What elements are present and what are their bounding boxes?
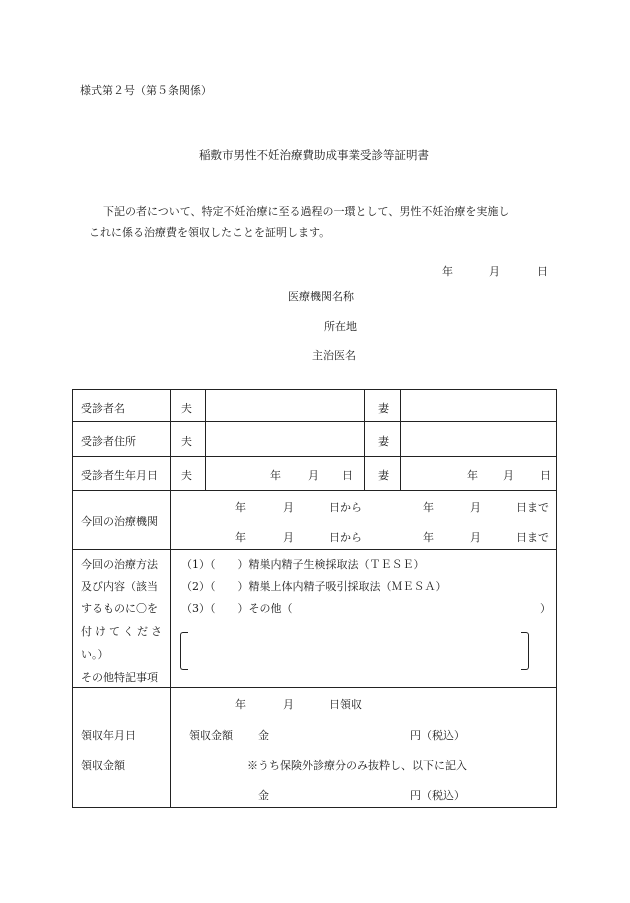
wife-label: 妻 — [378, 435, 389, 448]
uninsured-note: ※うち保険外診療分のみ抜粋し、以下に記入 — [247, 759, 467, 772]
receipt-day: 日領収 — [329, 698, 362, 711]
notes-bracket-right — [521, 632, 529, 670]
period2-start-month: 月 — [283, 531, 294, 544]
receipt-date-label: 領収年月日 — [81, 729, 136, 742]
patient-address-label: 受診者住所 — [81, 435, 136, 448]
method-label-line6: その他特記事項 — [81, 671, 158, 684]
period1-end-month: 月 — [470, 501, 481, 514]
form-number: 様式第２号（第５条関係） — [80, 84, 212, 97]
husband-dob-day: 日 — [342, 469, 353, 482]
method-label-line1: 今回の治療方法 — [81, 558, 158, 571]
date-month-label: 月 — [489, 265, 500, 278]
receipt-amount-inner-label: 領収金額 — [189, 729, 233, 742]
institution-address-label: 所在地 — [324, 320, 357, 333]
uninsured-yen-label: 円（税込） — [410, 789, 465, 802]
period2-start-day: 日から — [329, 531, 362, 544]
option-mesa: （2）（ ）精巣上体内精子吸引採取法（ＭＥＳＡ） — [181, 580, 447, 593]
husband-dob-year: 年 — [270, 469, 281, 482]
patient-dob-label: 受診者生年月日 — [81, 469, 158, 482]
option-other-close: ） — [540, 602, 551, 615]
patient-name-label: 受診者名 — [81, 402, 125, 415]
notes-bracket-left — [180, 632, 188, 670]
amount-yen-label: 円（税込） — [410, 729, 465, 742]
document-title: 稲敷市男性不妊治療費助成事業受診等証明書 — [199, 148, 429, 162]
amount-kin-label: 金 — [258, 729, 269, 742]
period2-end-day: 日まで — [516, 531, 549, 544]
method-label-line3: するものに〇を — [81, 602, 158, 615]
period1-start-month: 月 — [283, 501, 294, 514]
intro-line-2: これに係る治療費を領収したことを証明します。 — [89, 226, 331, 239]
wife-dob-year: 年 — [467, 469, 478, 482]
period2-end-year: 年 — [423, 531, 434, 544]
period2-start-year: 年 — [235, 531, 246, 544]
uninsured-kin-label: 金 — [258, 789, 269, 802]
doctor-name-label: 主治医名 — [312, 349, 356, 362]
period2-end-month: 月 — [470, 531, 481, 544]
date-day-label: 日 — [537, 265, 548, 278]
receipt-amount-label: 領収金額 — [81, 759, 125, 772]
receipt-month: 月 — [283, 698, 294, 711]
wife-label: 妻 — [378, 469, 389, 482]
institution-name-label: 医療機関名称 — [288, 290, 354, 303]
husband-label: 夫 — [181, 435, 192, 448]
option-other: （3）（ ）その他（ — [181, 602, 293, 615]
intro-line-1: 下記の者について、特定不妊治療に至る過程の一環として、男性不妊治療を実施し — [103, 205, 510, 218]
date-year-label: 年 — [442, 265, 453, 278]
period1-start-day: 日から — [329, 501, 362, 514]
husband-dob-month: 月 — [308, 469, 319, 482]
option-tese: （1）（ ）精巣内精子生検採取法（ＴＥＳＥ） — [181, 558, 425, 571]
husband-label: 夫 — [181, 469, 192, 482]
period1-start-year: 年 — [235, 501, 246, 514]
husband-label: 夫 — [181, 402, 192, 415]
treatment-period-label: 今回の治療機関 — [81, 515, 158, 528]
period1-end-year: 年 — [423, 501, 434, 514]
receipt-year: 年 — [235, 698, 246, 711]
period1-end-day: 日まで — [516, 501, 549, 514]
wife-dob-month: 月 — [503, 469, 514, 482]
certificate-table — [72, 389, 557, 808]
method-label-line2: 及び内容（該当 — [81, 580, 158, 593]
wife-label: 妻 — [378, 402, 389, 415]
method-label-line4: 付けてくださ — [81, 625, 165, 638]
wife-dob-day: 日 — [540, 469, 551, 482]
method-label-line5: い。） — [81, 648, 109, 661]
